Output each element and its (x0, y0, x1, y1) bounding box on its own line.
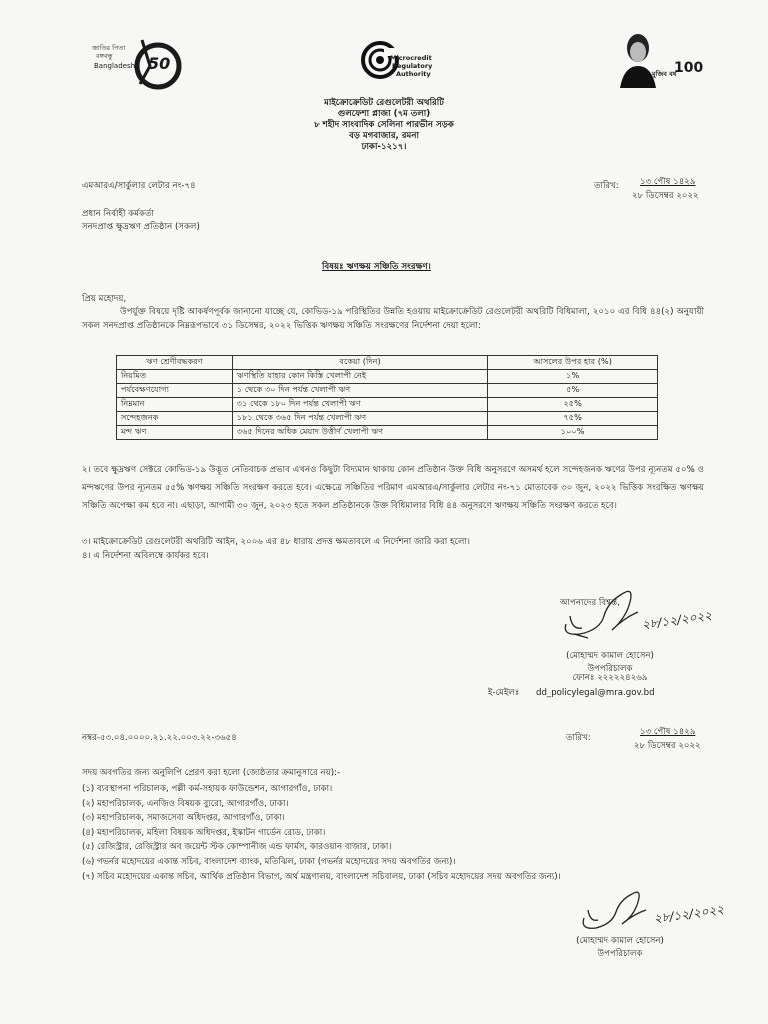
table-cell: ঋণস্থিতি যাহার কোন কিস্তি খেলাপী নেই (232, 370, 488, 384)
paragraph-4: ৪। এ নির্দেশনা অবিলম্বে কার্যকর হবে। (82, 551, 209, 561)
table-cell: পর্যবেক্ষণযোগ্য (117, 384, 233, 398)
table-cell: ৩১ থেকে ১৮০ দিন পর্যন্ত খেলাপী ঋণ (232, 398, 488, 412)
list-item: (২) মহাপরিচালক, এনজিও বিষয়ক ব্যুরো, আগারগাঁও, ঢাকা। (82, 798, 289, 809)
mujib-100-logo (612, 30, 702, 90)
signatory-name-2: (মোহাম্মদ কামাল হোসেন) (576, 936, 664, 946)
subject-line: বিষয়ঃ ঋণক্ষয় সঞ্চিতি সংরক্ষণ। (322, 262, 431, 272)
list-item: (৫) রেজিস্ট্রার, রেজিস্ট্রার অব জয়েন্ট স্টক কোম্পানীজ এন্ড ফার্মস, কারওয়ান বাজার, ঢাকা। (82, 842, 392, 853)
table-cell: ২৫% (488, 398, 658, 412)
table-cell: মন্দ ঋণ (117, 426, 233, 440)
mra-text-3: Authority (396, 70, 431, 78)
table-row (117, 426, 658, 440)
salutation: প্রিয় মহোদয়, (82, 294, 127, 304)
table-cell: ১% (488, 370, 658, 384)
table-header-cell: ঋণ শ্রেণীবদ্ধকরণ (117, 356, 233, 370)
signatory-name: (মোহাম্মদ কামাল হোসেন) (566, 651, 654, 661)
mra-text-2: Regulatory (392, 62, 433, 70)
list-item: (৩) মহাপরিচালক, সমাজসেবা অধিদপ্তর, আগারগাঁও, ঢাকা। (82, 813, 285, 824)
logo-left-text-1: জাতির পিতা (92, 44, 126, 52)
address-line-2: গুলফেশা প্লাজা (৭ম তলা) (337, 109, 431, 119)
address-line-4: বড় মগবাজার, রমনা (349, 131, 419, 141)
bangladesh-50-logo (92, 36, 184, 92)
list-item: (১) ব্যবস্থাপনা পরিচালক, পল্লী কর্ম-সহায়ক ফাউন্ডেশন, আগারগাঁও, ঢাকা। (82, 784, 333, 794)
address-line-5: ঢাকা-১২১৭। (361, 142, 407, 152)
table-row (117, 412, 658, 426)
copies-intro: সদয় অবগতির জন্য অনুলিপি প্রেরণ করা হলো (জ্যেষ্ঠতার ক্রমানুসারে নয়):- (82, 768, 341, 778)
signatory-phone: ফোনঃ ২২২২২৪২৬৯ (572, 673, 648, 683)
paragraph-1: উপর্যুক্ত বিষয়ে দৃষ্টি আকর্ষণপূর্বক জানানো যাচ্ছে যে, কোভিড-১৯ পরিস্থিতির উন্নতি হওয়ায় মাইক্রোক্রেডিট রেগুলেটরী অথরিটি বিধিমালা, ২০১০ এর বিধি ৪৪(২) অনুযায়ী সকল সনদপ্রাপ্ত প্রতিষ্ঠানকে নিম্নরূপভাবে ৩১ ডিসেম্বর, ২০২২ ভিত্তিক ঋণক্ষয় সঞ্চিতি সংরক্ষণের নির্দেশনা দেয়া হলো: (82, 307, 704, 331)
paragraph-2: ২। তবে ক্ষুদ্রঋণ সেক্টরে কোভিড-১৯ উদ্ভূত নেতিবাচক প্রভাব এখনও কিছুটা বিদ্যমান থাকায় কোন প্রতিষ্ঠান উক্ত বিধি অনুসরণে অসমর্থ হলে সন্দেহজনক ঋণের উপর ন্যূনতম ৫০% ও মন্দঋণের উপর ন্যূনতম ৫৫% ঋণক্ষয় সঞ্চিতি সংরক্ষণ করতে হবে। এক্ষেত্রে সঞ্চিতির পরিমাণ এমআরএ/সার্কুলার লেটার নং-৭১ মোতাবেক ৩০ জুন, ২০২২ ভিত্তিক সংরক্ষিত ঋণক্ষয় সঞ্চিতি অপেক্ষা কম হবে না। এছাড়া, আগামী ৩০ জুন, ২০২৩ হতে সকল প্রতিষ্ঠানকে উক্ত বিধিমালার বিধি ৪৪ অনুসরণে ঋণক্ষয় সঞ্চিতি সংরক্ষণ করতে হবে। (82, 465, 704, 511)
table-row (117, 384, 658, 398)
logo-left-text-2: বঙ্গবন্ধু (96, 52, 113, 60)
mra-text-1: Microcredit (390, 54, 432, 62)
date-english: ২৮ ডিসেম্বর ২০২২ (632, 191, 699, 201)
mujib-text: মুজিব বর্ষ (652, 70, 677, 78)
table-row (117, 398, 658, 412)
date-label: তারিখ: (594, 181, 619, 191)
date-bangla: ১৩ পৌষ ১৪২৯ (640, 177, 696, 187)
recipient-org: সনদপ্রাপ্ত ক্ষুদ্রঋণ প্রতিষ্ঠান (সকল) (82, 222, 200, 232)
list-item: (৪) মহাপরিচালক, মহিলা বিষয়ক অধিদপ্তর, ইস্কাটন গার্ডেন রোড, ঢাকা। (82, 827, 326, 838)
memo-number: নম্বর-৫৩.০৪.০০০০.২১.২২.০০৩.২২-৩৬৫৪ (82, 733, 237, 743)
table-cell: নিয়মিত (117, 370, 233, 384)
address-line-1: মাইক্রোক্রেডিট রেগুলেটরী অথরিটি (324, 98, 444, 108)
signatory-email: dd_policylegal@mra.gov.bd (536, 688, 655, 698)
closing-text: আপনাদের বিশ্বস্ত, (560, 598, 620, 608)
mra-logo (356, 38, 456, 90)
table-header-cell: বকেয়া (দিন) (232, 356, 488, 370)
copies-list (82, 782, 561, 884)
table-cell: সন্দেহজনক (117, 412, 233, 426)
table-row (117, 370, 658, 384)
provision-table (116, 355, 658, 440)
signatory-designation-2: উপপরিচালক (597, 949, 643, 959)
table-cell: ১ থেকে ৩০ দিন পর্যন্ত খেলাপী ঋণ (232, 384, 488, 398)
table-cell: ৭৫% (488, 412, 658, 426)
table-cell: ৩৬৫ দিনের অধিক মেয়াদ উত্তীর্ণ খেলাপী ঋণ (232, 426, 488, 440)
list-item: (৬) গভর্নর মহোদয়ের একান্ত সচিব, বাংলাদেশ ব্যাংক, মতিঝিল, ঢাকা (গভর্নর মহোদয়ের সদয় অবগতির জন্য)। (82, 856, 456, 867)
office-address (234, 98, 534, 153)
table-cell: ১০০% (488, 426, 658, 440)
logo-left-text-3: Bangladesh (94, 62, 136, 70)
table-cell: ১৮১ থেকে ৩৬৫ দিন পর্যন্ত খেলাপী ঋণ (232, 412, 488, 426)
email-label: ই-মেইলঃ (488, 688, 520, 698)
table-cell: ৫% (488, 384, 658, 398)
table-header-cell: আসলের উপর হার (%) (488, 356, 658, 370)
memo-date-label: তারিখ: (566, 733, 591, 743)
letter-number: এমআরএ/সার্কুলার লেটার নং-৭৪ (82, 181, 196, 191)
memo-date-english: ২৮ ডিসেম্বর ২০২২ (634, 741, 701, 751)
paragraph-3: ৩। মাইক্রোক্রেডিট রেগুলেটরী অথরিটি আইন, ২০০৬ এর ৪৮ ধারায় প্রদত্ত ক্ষমতাবলে এ নির্দেশনা জারি করা হলো। (82, 537, 470, 547)
logo-left-number: 50 (148, 54, 171, 73)
handwritten-date: ২৮/১২/২০২২ (641, 608, 713, 632)
handwritten-date-2: ২৮/১২/২০২২ (653, 902, 725, 926)
table-header-row (117, 356, 658, 370)
mujib-number: 100 (674, 60, 704, 76)
list-item: (৭) সচিব মহোদয়ের একান্ত সচিব, আর্থিক প্রতিষ্ঠান বিভাগ, অর্থ মন্ত্রণালয়, বাংলাদেশ সচিবালয়, ঢাকা (সচিব মহোদয়ের সদয় অবগতির জন্য)। (82, 871, 561, 882)
address-line-3: ৮ শহীদ সাংবাদিক সেলিনা পারভীন সড়ক (314, 120, 454, 130)
memo-date-bangla: ১৩ পৌষ ১৪২৯ (640, 727, 696, 737)
table-cell: নিম্নমান (117, 398, 233, 412)
signatory-designation: উপপরিচালক (587, 664, 633, 674)
portrait-icon (616, 30, 656, 88)
recipient-title: প্রধান নির্বাহী কর্মকর্তা (82, 209, 154, 219)
